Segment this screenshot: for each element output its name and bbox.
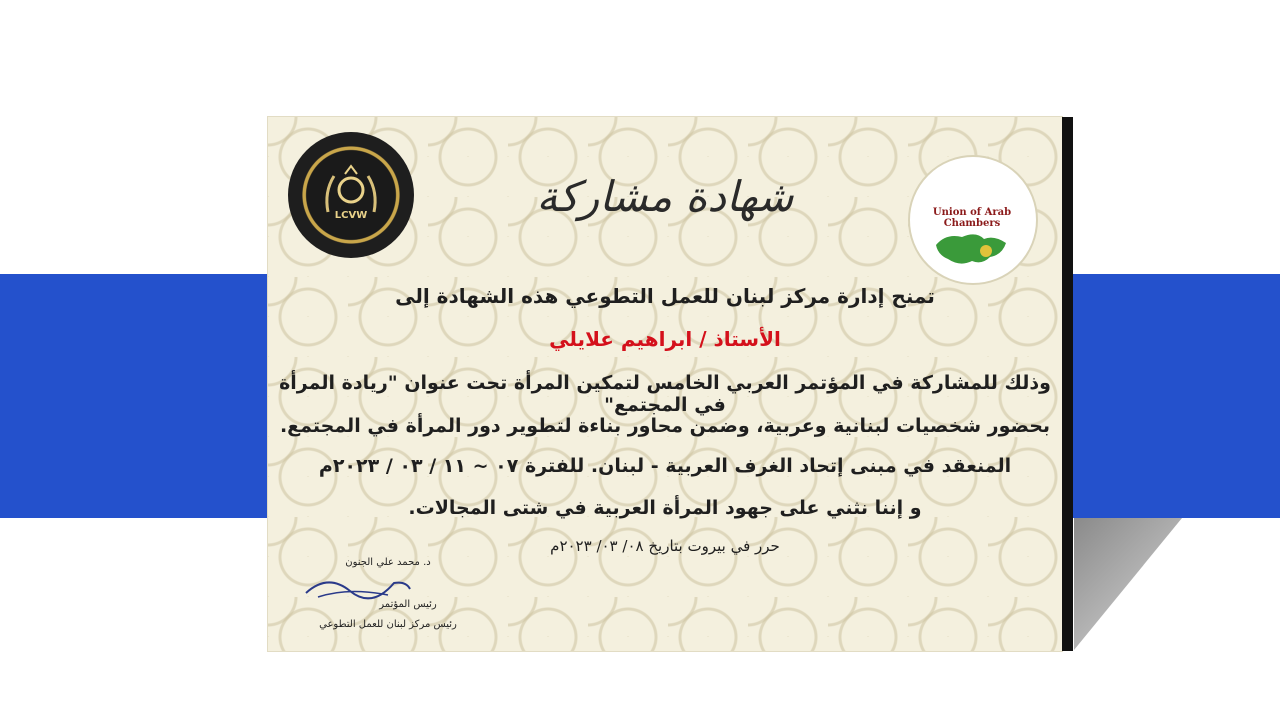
- recipient-name: الأستاذ / ابراهيم علايلي: [549, 327, 781, 351]
- signatory-role: رئيس المؤتمر: [379, 599, 437, 610]
- signatory-organization: رئيس مركز لبنان للعمل التطوعي: [319, 619, 457, 630]
- arab-world-map-icon: [932, 225, 1012, 269]
- issue-date: حرر في بيروت بتاريخ ٠٨/ ٠٣/ ٢٠٢٣م: [550, 537, 780, 555]
- certificate-card: [268, 117, 1062, 651]
- certificate-title: شهادة مشاركة: [536, 172, 794, 221]
- venue-line: المنعقد في مبنى إتحاد الغرف العربية - لبنان. للفترة ٠٧ ~ ١١ / ٠٣ / ٢٠٢٣م: [318, 455, 1012, 477]
- signatory-name: د. محمد علي الجنون: [345, 557, 431, 568]
- certificate-dark-edge: [1062, 117, 1073, 651]
- union-of-arab-chambers-logo: [908, 157, 1036, 257]
- participation-line: وذلك للمشاركة في المؤتمر العربي الخامس لتمكين المرأة تحت عنوان "ريادة المرأة في المجتمع": [279, 372, 1051, 416]
- praise-line: و إننا نثني على جهود المرأة العربية في شتى المجالات.: [408, 497, 922, 519]
- drop-shadow: [1074, 518, 1182, 650]
- logo-caption: Union of Arab Chambers: [932, 207, 1012, 229]
- seal-abbreviation: LCVW: [334, 210, 368, 221]
- attendance-line: بحضور شخصيات لبنانية وعربية، وضمن محاور بناءة لتطوير دور المرأة في المجتمع.: [279, 415, 1051, 437]
- signature-block: [288, 557, 488, 647]
- grant-line: تمنح إدارة مركز لبنان للعمل التطوعي هذه الشهادة إلى: [395, 284, 935, 308]
